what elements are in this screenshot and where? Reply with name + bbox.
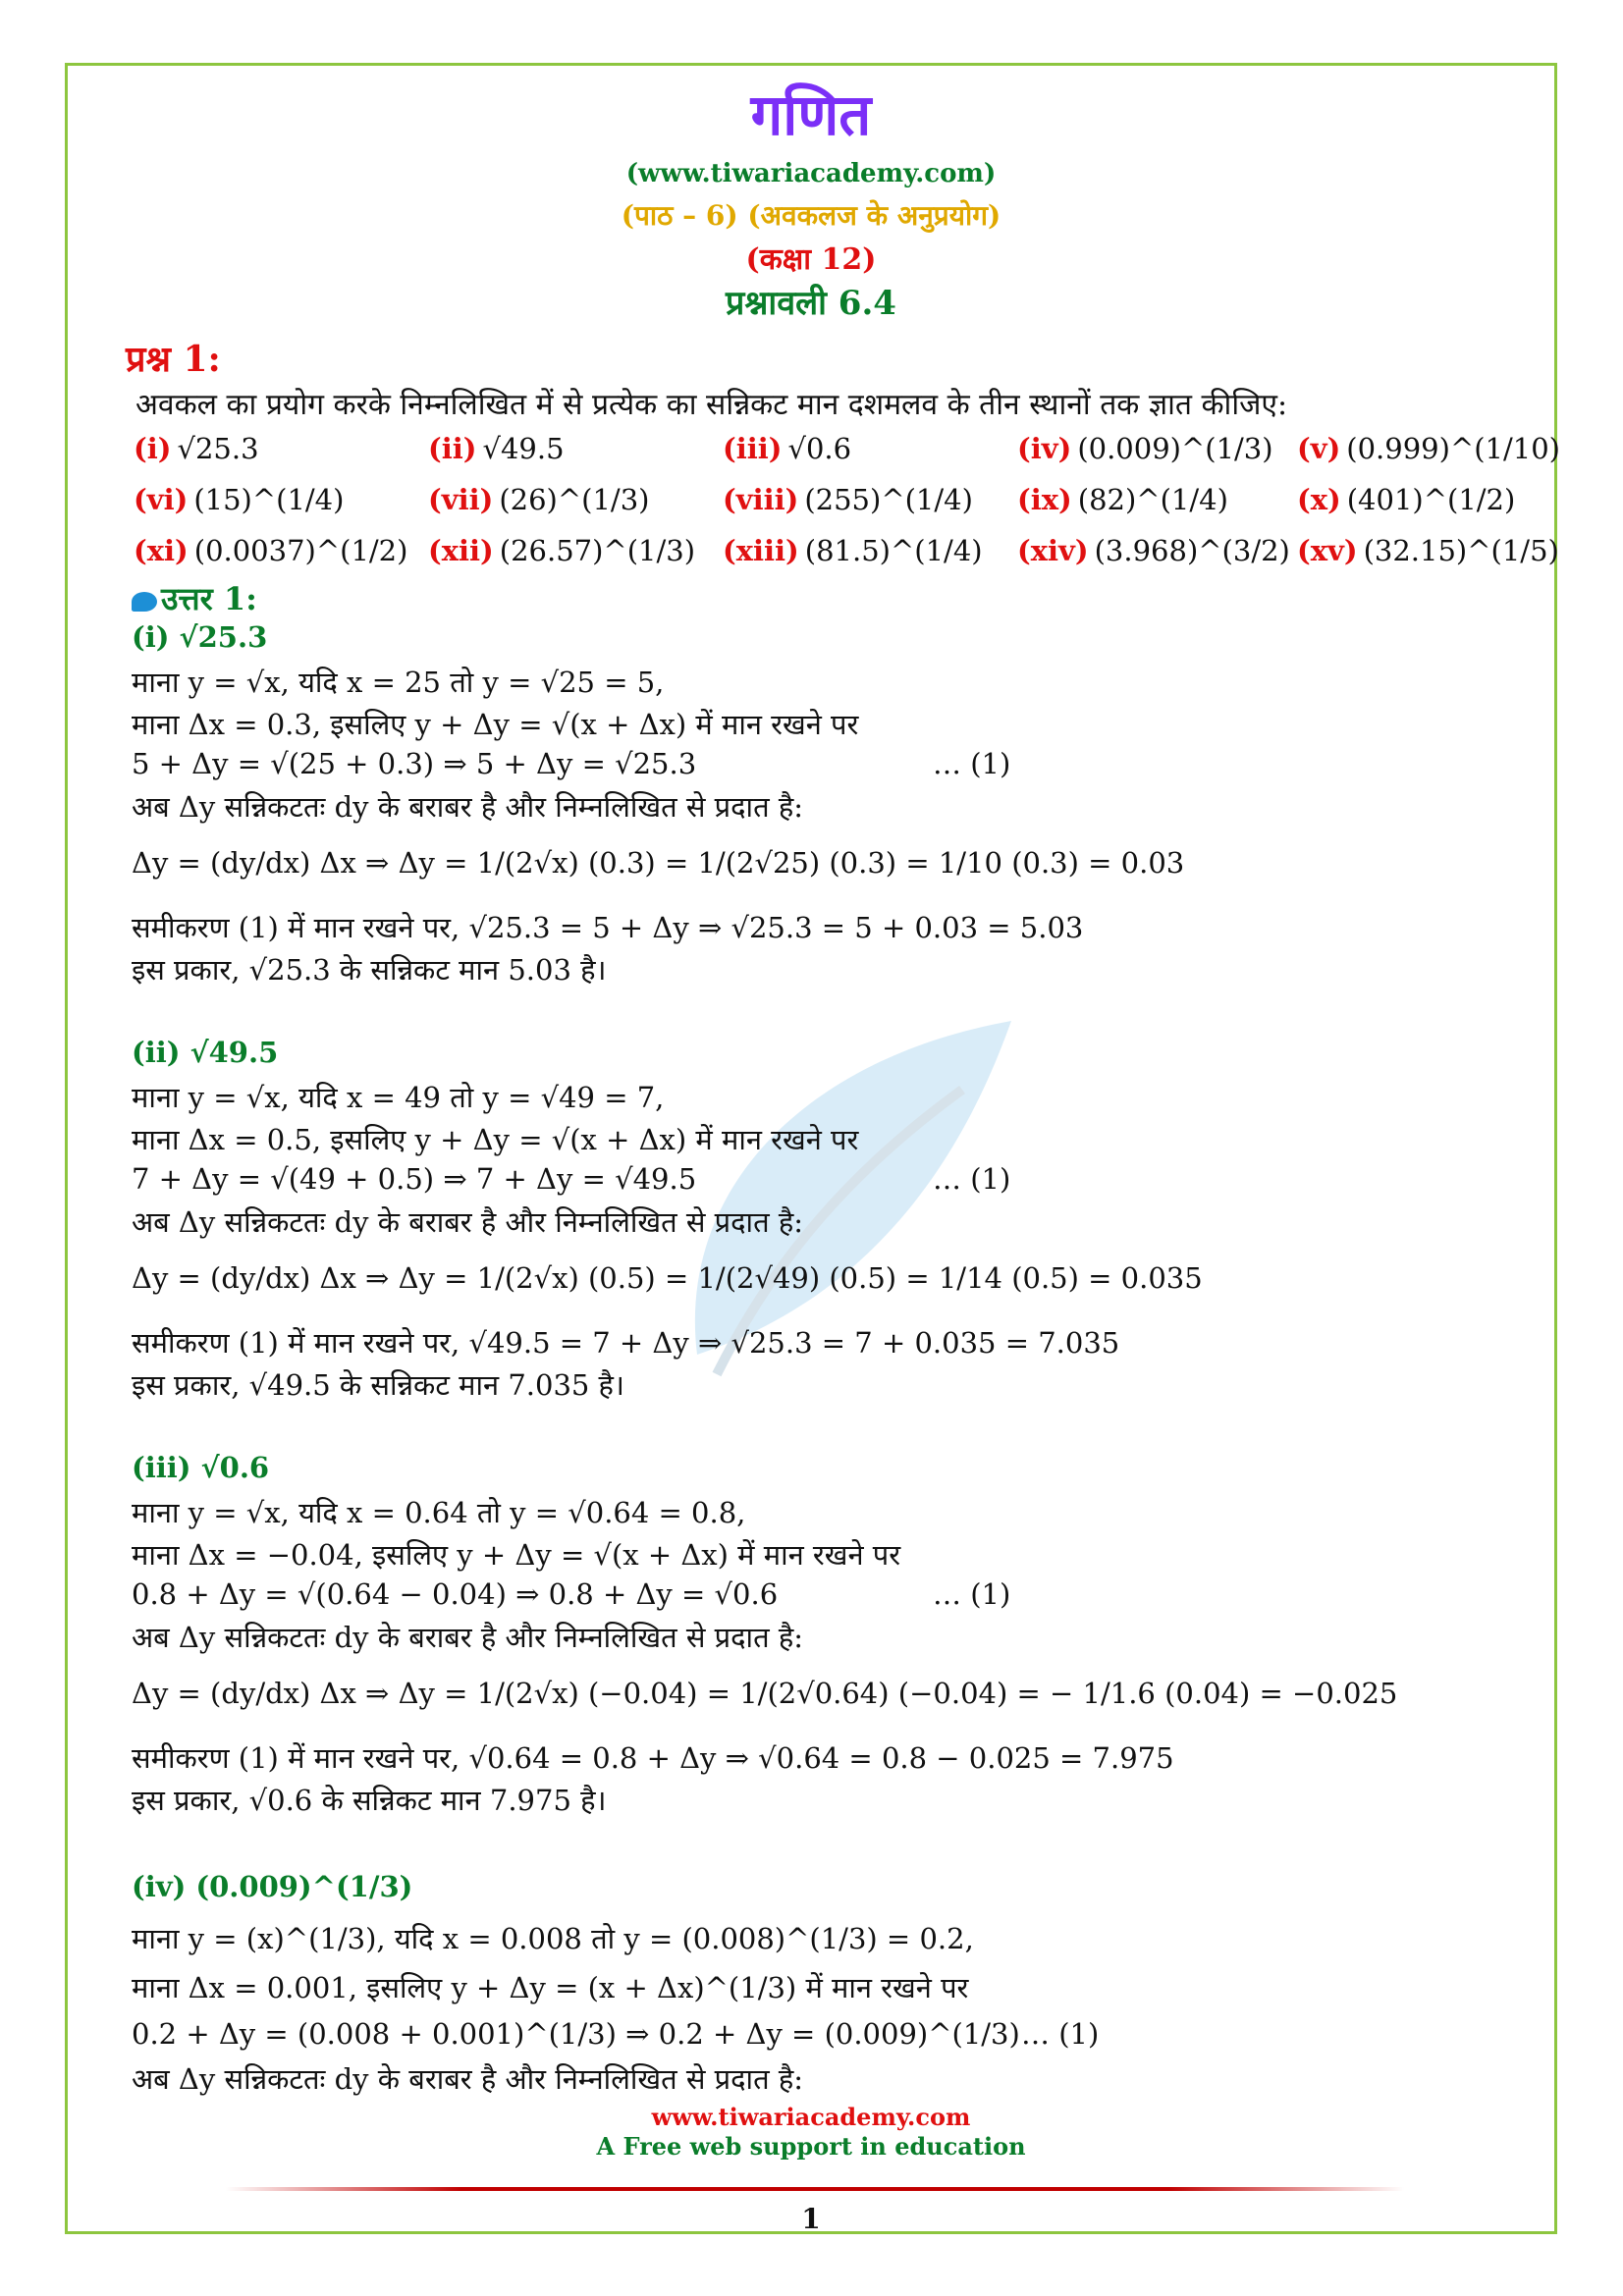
- question-item: [723, 483, 1017, 520]
- item-number: (iv): [1017, 432, 1072, 465]
- equation-ref: … (1): [1021, 2017, 1100, 2051]
- footer-website-link[interactable]: www.tiwariacademy.com: [651, 2103, 971, 2131]
- question-item: [134, 483, 428, 520]
- solution-line: समीकरण (1) में मान रखने पर, √25.3 = 5 + Δy ⇒ √25.3 = 5 + 0.03 = 5.03: [132, 911, 1084, 944]
- solution-line: माना Δx = 0.5, इसलिए y + Δy = √(x + Δx) में मान रखने पर: [132, 1123, 859, 1156]
- equation-ref: … (1): [933, 1577, 1011, 1611]
- question-item: [1017, 483, 1297, 520]
- solution-line: समीकरण (1) में मान रखने पर, √49.5 = 7 + Δy ⇒ √25.3 = 7 + 0.035 = 7.035: [132, 1326, 1120, 1360]
- item-number: (ii): [428, 432, 477, 465]
- solution-line: समीकरण (1) में मान रखने पर, √0.64 = 0.8 + Δy ⇒ √0.64 = 0.8 − 0.025 = 7.975: [132, 1741, 1174, 1775]
- website-link[interactable]: (www.tiwariacademy.com): [625, 159, 997, 188]
- solution-line: अब Δy सन्निकटतः dy के बराबर है और निम्नलिखित से प्रदात है:: [132, 1621, 803, 1654]
- solution-line: अब Δy सन्निकटतः dy के बराबर है और निम्नलिखित से प्रदात है:: [132, 1205, 803, 1239]
- solution-line: माना y = √x, यदि x = 49 तो y = √49 = 7,: [132, 1081, 665, 1114]
- item-number: (xii): [428, 534, 494, 567]
- question-item: [428, 483, 723, 520]
- item-number: (vi): [134, 483, 189, 516]
- question-item: [1297, 534, 1559, 571]
- item-expression: (0.999)^(1/10): [1346, 432, 1560, 465]
- item-number: (vii): [428, 483, 494, 516]
- item-expression: (26)^(1/3): [499, 483, 650, 516]
- solution-line: इस प्रकार, √49.5 के सन्निकट मान 7.035 है।: [132, 1368, 624, 1402]
- question-item: [1297, 483, 1516, 520]
- item-expression: √49.5: [482, 432, 565, 465]
- solution-line: Δy = (dy/dx) Δx ⇒ Δy = 1/(2√x) (−0.04) = 1/(2√0.64) (−0.04) = − 1/1.6 (0.04) = −0.025: [132, 1677, 1398, 1710]
- solution-line: Δy = (dy/dx) Δx ⇒ Δy = 1/(2√x) (0.5) = 1/(2√49) (0.5) = 1/14 (0.5) = 0.035: [132, 1261, 1203, 1295]
- item-expression: (81.5)^(1/4): [804, 534, 983, 567]
- item-expression: (0.009)^(1/3): [1077, 432, 1273, 465]
- solution-line: माना Δx = −0.04, इसलिए y + Δy = √(x + Δx) में मान रखने पर: [132, 1538, 901, 1572]
- item-expression: (26.57)^(1/3): [499, 534, 696, 567]
- question-item: [1017, 534, 1297, 571]
- item-number: (xi): [134, 534, 189, 567]
- item-number: (v): [1297, 432, 1341, 465]
- question-item: [428, 432, 723, 469]
- equation-ref: … (1): [933, 747, 1011, 780]
- answer-heading: [132, 577, 257, 619]
- item-expression: √0.6: [787, 432, 852, 465]
- solution-line: 5 + Δy = √(25 + 0.3) ⇒ 5 + Δy = √25.3: [132, 747, 697, 780]
- solution-line: इस प्रकार, √0.6 के सन्निकट मान 7.975 है।: [132, 1784, 607, 1817]
- answer-label: उत्तर 1:: [161, 580, 257, 617]
- item-expression: (0.0037)^(1/2): [193, 534, 408, 567]
- exercise-title: प्रश्नावली 6.4: [726, 284, 896, 323]
- question-item: [1297, 432, 1560, 469]
- item-number: (iii): [723, 432, 783, 465]
- question-item: [134, 534, 428, 571]
- question-items: [134, 432, 1560, 571]
- item-expression: (401)^(1/2): [1346, 483, 1516, 516]
- item-number: (i): [134, 432, 172, 465]
- part-title: (iv) (0.009)^(1/3): [132, 1870, 413, 1903]
- solution-line: माना y = (x)^(1/3), यदि x = 0.008 तो y = (0.008)^(1/3) = 0.2,: [132, 1922, 974, 1955]
- subject-title: गणित: [750, 81, 872, 148]
- question-item: [1017, 432, 1297, 469]
- item-expression: √25.3: [177, 432, 259, 465]
- item-expression: (3.968)^(3/2): [1094, 534, 1290, 567]
- item-number: (x): [1297, 483, 1341, 516]
- solution-line: अब Δy सन्निकटतः dy के बराबर है और निम्नलिखित से प्रदात है:: [132, 2062, 803, 2096]
- solution-line: 7 + Δy = √(49 + 0.5) ⇒ 7 + Δy = √49.5: [132, 1162, 697, 1196]
- item-expression: (255)^(1/4): [804, 483, 973, 516]
- class-label: (कक्षा 12): [745, 242, 877, 277]
- solution-line: माना Δx = 0.001, इसलिए y + Δy = (x + Δx)^(1/3) में मान रखने पर: [132, 1971, 969, 2004]
- item-number: (xv): [1297, 534, 1358, 567]
- solution-line: माना y = √x, यदि x = 0.64 तो y = √0.64 = 0.8,: [132, 1496, 746, 1529]
- item-expression: (32.15)^(1/5): [1363, 534, 1559, 567]
- item-number: (viii): [723, 483, 799, 516]
- chapter-title: (पाठ – 6) (अवकलज के अनुप्रयोग): [621, 199, 1001, 232]
- solution-line: इस प्रकार, √25.3 के सन्निकट मान 5.03 है।: [132, 953, 607, 987]
- academy-logo-icon: [132, 592, 157, 612]
- item-expression: (15)^(1/4): [193, 483, 345, 516]
- question-item: [134, 432, 428, 469]
- item-expression: (82)^(1/4): [1077, 483, 1228, 516]
- part-title: (ii) √49.5: [132, 1036, 279, 1069]
- item-number: (ix): [1017, 483, 1072, 516]
- question-item: [428, 534, 723, 571]
- solution-line: अब Δy सन्निकटतः dy के बराबर है और निम्नलिखित से प्रदात है:: [132, 790, 803, 824]
- question-item: [723, 432, 1017, 469]
- question-label: प्रश्न 1:: [126, 339, 221, 380]
- item-number: (xiv): [1017, 534, 1089, 567]
- footer-divider: [226, 2187, 1404, 2191]
- equation-ref: … (1): [933, 1162, 1011, 1196]
- part-title: (i) √25.3: [132, 620, 268, 654]
- solution-line: 0.2 + Δy = (0.008 + 0.001)^(1/3) ⇒ 0.2 + Δy = (0.009)^(1/3): [132, 2017, 1020, 2051]
- page-number: 1: [801, 2203, 821, 2235]
- footer-tagline: A Free web support in education: [596, 2132, 1026, 2161]
- solution-line: माना y = √x, यदि x = 25 तो y = √25 = 5,: [132, 666, 665, 699]
- item-number: (xiii): [723, 534, 799, 567]
- part-title: (iii) √0.6: [132, 1451, 270, 1484]
- solution-line: 0.8 + Δy = √(0.64 − 0.04) ⇒ 0.8 + Δy = √0.6: [132, 1577, 779, 1611]
- question-text: अवकल का प्रयोग करके निम्नलिखित में से प्रत्येक का सन्निकट मान दशमलव के तीन स्थानों तक ज्ञात कीजिए:: [135, 388, 1288, 422]
- solution-line: Δy = (dy/dx) Δx ⇒ Δy = 1/(2√x) (0.3) = 1/(2√25) (0.3) = 1/10 (0.3) = 0.03: [132, 846, 1185, 880]
- question-item: [723, 534, 1017, 571]
- solution-line: माना Δx = 0.3, इसलिए y + Δy = √(x + Δx) में मान रखने पर: [132, 708, 859, 741]
